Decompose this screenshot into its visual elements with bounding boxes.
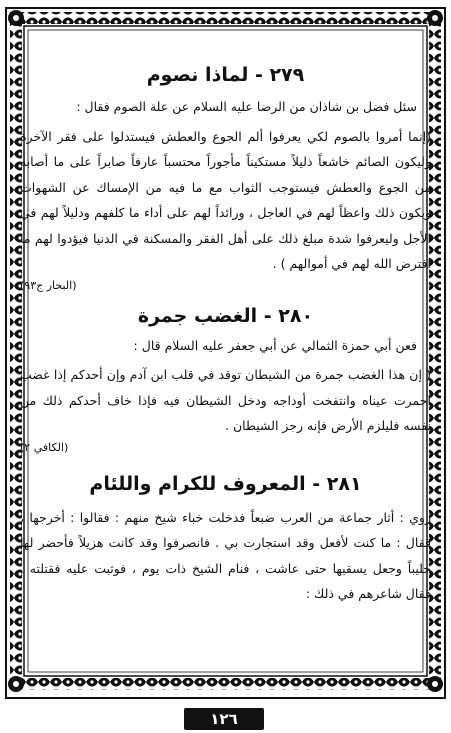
section-279-title: ٢٧٩ - لماذا نصوم bbox=[146, 64, 305, 86]
section-279-source: (البحار ج٩٣) bbox=[20, 278, 77, 292]
section-280-source: (الكافي ٢) bbox=[20, 440, 69, 454]
section-279-body: (إنما أمروا بالصوم لكي يعرفوا ألم الجوع والعطش فيستدلوا على فقر الآخرة وليكون الصائم خاشعاً ذليلاً مستكيناً مأجوراً محتسباً عارفاً صابراً على ما أصابه من الجوع والعطش فيستوجب الثواب مع ما فيه من الإمساك عن الشهوات ويكون ذلك واعظاً لهم في العاجل ، ورائداً لهم على أداء ما كلفهم ودليلاً لهم في الأجل وليعرفوا شدة مبلغ ذلك على أهل الفقر والمسكنة في الدنيا فيؤدوا لهم ما افترض الله لهم في أموالهم ) . bbox=[20, 128, 431, 271]
section-281-title: ٢٨١ - المعروف للكرام واللئام bbox=[89, 472, 362, 495]
section-280-body: ( إن هذا الغضب جمرة من الشيطان توقد في قلب ابن آدم وإن أحدكم إذا غضب احمرت عيناه وانتفخت أوداجه ودخل الشيطان فيه فإذا خاف أحدكم ذلك من نفسه فليلزم الأرض فإنه رجز الشيطان . bbox=[20, 367, 431, 433]
page-number: ١٢٦ bbox=[184, 708, 264, 730]
section-280-intro: فعن أبي حمزة الثمالي عن أبي جعفر عليه السلام قال : bbox=[133, 337, 417, 353]
section-279-intro: سئل فضل بن شاذان من الرضا عليه السلام عن علة الصوم فقال : bbox=[76, 99, 417, 114]
section-281-body: روي : أثار جماعة من العرب ضبعاً فدخلت خباء شيخ منهم : فقالوا : أخرجها ، فقال : ما كنت لأفعل وقد استجارت بي . فانصرفوا وقد كانت هزيلاً فأحضر لها حليباً وجعل يسقيها حتى عاشت ، فنام الشيخ ذات يوم ، فوثبت عليه فقتلته . فقال شاعرهم في ذلك : bbox=[20, 509, 431, 601]
page-content bbox=[20, 58, 431, 678]
section-280-title: ٢٨٠ - الغضب جمرة bbox=[137, 304, 314, 327]
